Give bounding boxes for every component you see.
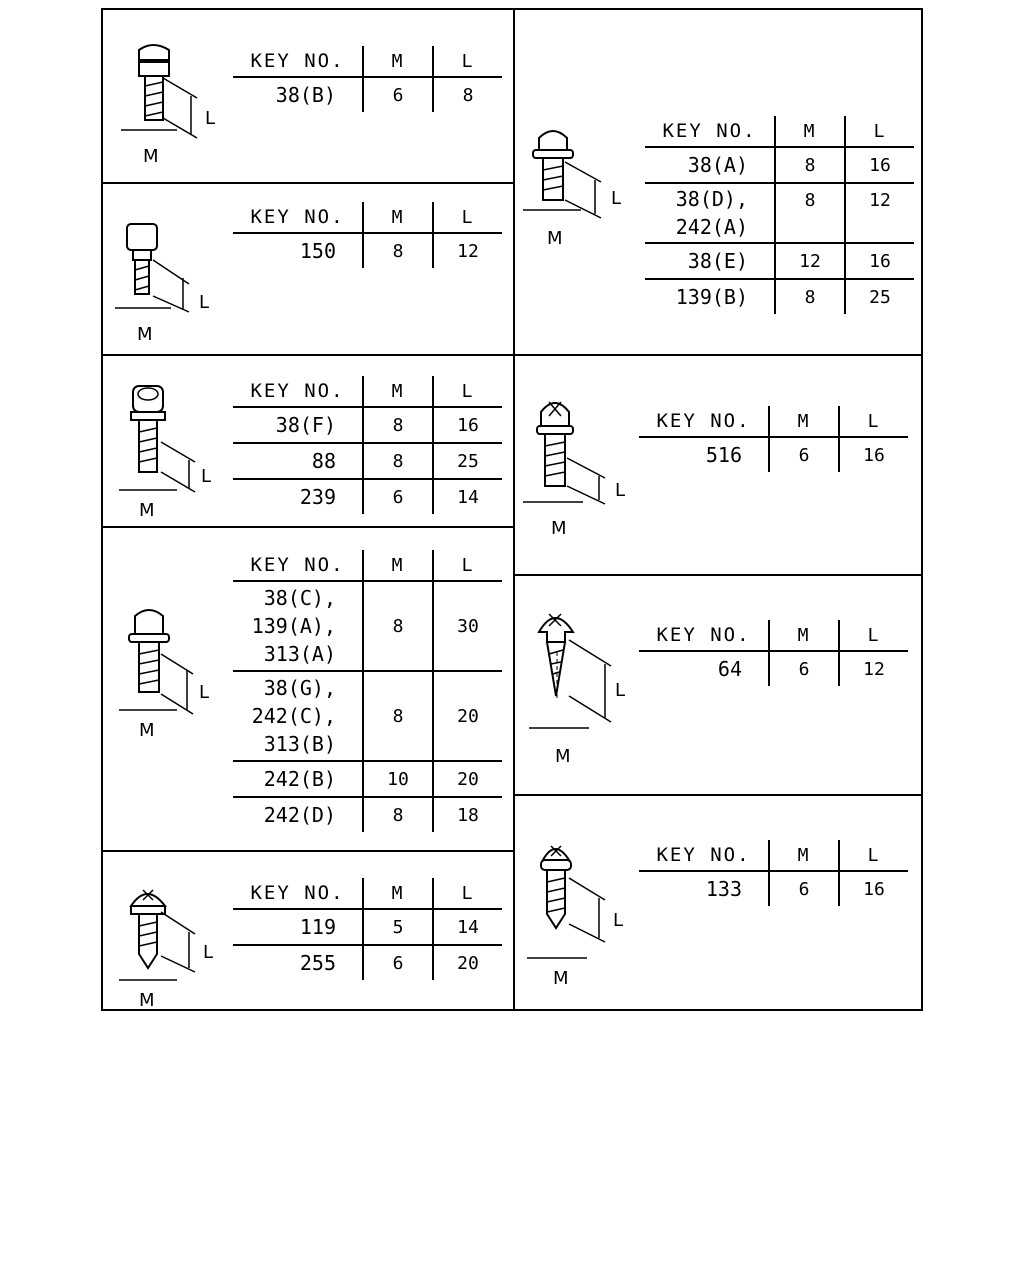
l-cell: 12 bbox=[457, 240, 479, 262]
diameter-dimension-label: M bbox=[555, 746, 571, 766]
m-cell: 5 bbox=[363, 909, 433, 945]
table-header-row bbox=[233, 376, 502, 407]
key-no-cell: 38(A) bbox=[687, 153, 748, 177]
spec-table bbox=[639, 406, 908, 472]
key-no-cell: KEY NO. bbox=[233, 550, 363, 581]
length-dimension-label: L bbox=[611, 188, 622, 209]
length-dimension-label: L bbox=[203, 942, 214, 963]
key-no-cell: KEY NO. bbox=[233, 202, 363, 233]
l-cell: 20 bbox=[433, 761, 502, 797]
l-cell: L bbox=[433, 46, 502, 77]
m-cell: 12 bbox=[775, 243, 845, 279]
key-no-cell: 119 bbox=[299, 915, 336, 939]
m-cell: 6 bbox=[363, 945, 433, 980]
tapping-screw-icon bbox=[521, 596, 641, 766]
diameter-dimension-label: M bbox=[139, 500, 155, 518]
l-cell: 25 bbox=[845, 279, 914, 314]
l-cell: 8 bbox=[462, 84, 474, 106]
diameter-dimension-label: M bbox=[551, 518, 567, 536]
table-row bbox=[233, 671, 502, 761]
diameter-dimension-label: M bbox=[553, 968, 569, 988]
key-no-cell: KEY NO. bbox=[233, 46, 363, 77]
table-row bbox=[639, 871, 908, 906]
table-row bbox=[233, 761, 502, 797]
m-cell: 8 bbox=[363, 407, 433, 443]
key-no-line: 139(A), bbox=[251, 614, 336, 638]
length-dimension-label: L bbox=[613, 910, 624, 931]
key-no-cell: 38(E) bbox=[645, 243, 775, 279]
panel-516 bbox=[513, 354, 923, 574]
m-cell: M bbox=[363, 878, 433, 909]
length-dimension-label: L bbox=[199, 682, 210, 703]
key-no-cell: 516 bbox=[705, 443, 742, 467]
table-row bbox=[233, 581, 502, 671]
key-no-line: 313(A) bbox=[263, 642, 336, 666]
spec-table bbox=[233, 46, 502, 112]
spec-table bbox=[639, 620, 908, 686]
table-row bbox=[639, 437, 908, 472]
spec-table bbox=[233, 202, 502, 268]
panel-38c bbox=[103, 526, 513, 850]
table-header-row bbox=[233, 878, 502, 909]
table-row bbox=[233, 945, 502, 980]
panel-150 bbox=[103, 182, 513, 354]
l-cell: 12 bbox=[845, 183, 914, 243]
l-cell: 12 bbox=[863, 658, 885, 680]
table-row bbox=[645, 279, 914, 314]
panel-64 bbox=[513, 574, 923, 794]
m-cell: 8 bbox=[775, 147, 845, 183]
key-no-cell: 150 bbox=[299, 239, 336, 263]
table-row bbox=[233, 443, 502, 479]
m-cell: 8 bbox=[363, 797, 433, 832]
key-no-line: 38(C), bbox=[263, 586, 336, 610]
table-header-row bbox=[233, 202, 502, 233]
m-cell: M bbox=[363, 202, 433, 233]
l-cell: L bbox=[845, 116, 914, 147]
length-dimension-label: L bbox=[199, 292, 210, 313]
m-cell: 8 bbox=[363, 443, 433, 479]
l-cell: L bbox=[839, 406, 908, 437]
l-cell: L bbox=[433, 202, 502, 233]
key-no-cell: 242(D) bbox=[233, 797, 363, 832]
key-no-cell: KEY NO. bbox=[233, 878, 363, 909]
l-cell: 14 bbox=[457, 916, 479, 938]
spec-table bbox=[233, 550, 502, 832]
l-cell: L bbox=[839, 840, 908, 871]
m-cell: 8 bbox=[775, 279, 845, 314]
length-dimension-label: L bbox=[201, 466, 212, 487]
m-cell: 10 bbox=[363, 761, 433, 797]
key-no-cell: 139(B) bbox=[645, 279, 775, 314]
m-cell: M bbox=[363, 46, 433, 77]
key-no-line: 38(D), bbox=[675, 187, 748, 211]
table-header-row bbox=[639, 620, 908, 651]
length-dimension-label: L bbox=[615, 480, 626, 501]
m-cell: M bbox=[769, 840, 839, 871]
l-cell: L bbox=[433, 376, 502, 407]
l-cell: 30 bbox=[457, 615, 479, 637]
table-row bbox=[233, 233, 502, 268]
hex-bolt-icon bbox=[117, 38, 227, 168]
m-cell: 6 bbox=[769, 871, 839, 906]
table-row bbox=[645, 243, 914, 279]
l-cell: 16 bbox=[863, 444, 885, 466]
l-cell: L bbox=[433, 550, 502, 581]
key-no-cell: 242(B) bbox=[233, 761, 363, 797]
flange-bolt-icon bbox=[117, 598, 227, 738]
key-no-line: 242(A) bbox=[675, 215, 748, 239]
cross-head-bolt-icon bbox=[521, 386, 641, 536]
m-cell: M bbox=[363, 376, 433, 407]
table-row bbox=[645, 147, 914, 183]
table-header-row bbox=[645, 116, 914, 147]
l-cell: L bbox=[839, 620, 908, 651]
fastener-chart bbox=[101, 8, 923, 1011]
table-header-row bbox=[233, 550, 502, 581]
table-row bbox=[639, 651, 908, 686]
key-no-cell: 255 bbox=[233, 945, 363, 980]
m-cell: M bbox=[775, 116, 845, 147]
panel-38f bbox=[103, 354, 513, 526]
l-cell: L bbox=[433, 878, 502, 909]
key-no-cell bbox=[233, 671, 363, 761]
diameter-dimension-label: M bbox=[547, 228, 563, 249]
key-no-line: 242(C), bbox=[251, 704, 336, 728]
panel-133 bbox=[513, 794, 923, 1011]
key-no-cell: KEY NO. bbox=[233, 376, 363, 407]
key-no-cell bbox=[233, 581, 363, 671]
key-no-cell: KEY NO. bbox=[645, 116, 775, 147]
key-no-cell: 239 bbox=[233, 479, 363, 514]
table-row bbox=[233, 797, 502, 832]
key-no-cell: KEY NO. bbox=[639, 620, 769, 651]
l-cell: 14 bbox=[433, 479, 502, 514]
m-cell: 8 bbox=[363, 233, 433, 268]
l-cell: 16 bbox=[845, 243, 914, 279]
tapping-screw-icon bbox=[117, 876, 227, 1010]
m-cell: 8 bbox=[363, 581, 433, 671]
flange-bolt-icon bbox=[521, 120, 631, 260]
panel-38a bbox=[513, 10, 923, 354]
length-dimension-label: L bbox=[205, 108, 216, 129]
m-cell: 8 bbox=[363, 671, 433, 761]
table-header-row bbox=[639, 840, 908, 871]
table-row bbox=[233, 407, 502, 443]
diameter-dimension-label: M bbox=[139, 990, 155, 1010]
spec-table bbox=[645, 116, 914, 314]
panel-119 bbox=[103, 850, 513, 1011]
hex-bolt-icon bbox=[113, 212, 223, 342]
key-no-cell: 38(B) bbox=[275, 83, 336, 107]
l-cell: 20 bbox=[433, 671, 502, 761]
l-cell: 16 bbox=[457, 414, 479, 436]
key-no-cell: KEY NO. bbox=[639, 840, 769, 871]
table-row bbox=[233, 909, 502, 945]
flange-bolt-icon bbox=[117, 378, 227, 518]
table-header-row bbox=[639, 406, 908, 437]
key-no-cell: 88 bbox=[233, 443, 363, 479]
length-dimension-label: L bbox=[615, 680, 626, 701]
m-cell: M bbox=[769, 406, 839, 437]
l-cell: 16 bbox=[863, 878, 885, 900]
m-cell: 6 bbox=[363, 77, 433, 112]
key-no-cell: KEY NO. bbox=[639, 406, 769, 437]
panel-38b bbox=[103, 10, 513, 182]
key-no-line: 38(G), bbox=[263, 676, 336, 700]
diameter-dimension-label: M bbox=[143, 146, 159, 167]
key-no-cell: 64 bbox=[717, 657, 742, 681]
table-row bbox=[233, 479, 502, 514]
diameter-dimension-label: M bbox=[139, 720, 155, 738]
spec-table bbox=[639, 840, 908, 906]
m-cell: 6 bbox=[769, 651, 839, 686]
table-header-row bbox=[233, 46, 502, 77]
key-no-line: 313(B) bbox=[263, 732, 336, 756]
l-cell: 16 bbox=[869, 154, 891, 176]
m-cell: M bbox=[769, 620, 839, 651]
m-cell: M bbox=[363, 550, 433, 581]
m-cell: 8 bbox=[775, 183, 845, 243]
table-row bbox=[233, 77, 502, 112]
key-no-cell: 133 bbox=[705, 877, 742, 901]
spec-table bbox=[233, 376, 502, 514]
l-cell: 25 bbox=[433, 443, 502, 479]
key-no-cell bbox=[645, 183, 775, 243]
table-row bbox=[645, 183, 914, 243]
l-cell: 20 bbox=[433, 945, 502, 980]
key-no-cell: 38(F) bbox=[275, 413, 336, 437]
spec-table bbox=[233, 878, 502, 980]
l-cell: 18 bbox=[433, 797, 502, 832]
m-cell: 6 bbox=[769, 437, 839, 472]
m-cell: 6 bbox=[363, 479, 433, 514]
tapping-screw-icon bbox=[521, 828, 641, 988]
diameter-dimension-label: M bbox=[137, 324, 153, 342]
